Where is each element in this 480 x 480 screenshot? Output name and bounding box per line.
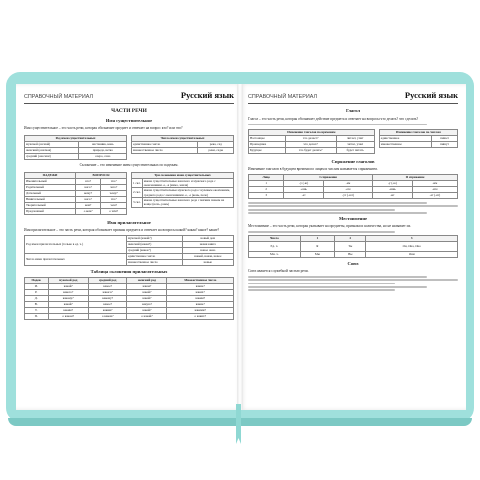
right-page-header xyxy=(248,90,458,104)
declension-types-table xyxy=(131,172,234,208)
left-page-header xyxy=(24,90,234,104)
left-page xyxy=(16,84,242,410)
conjugation-note: Изменение глаголов в будущем времени по лицам и числам называется спряжением. xyxy=(248,167,378,172)
noun-gender-number xyxy=(24,133,234,163)
verb-title: Глагол xyxy=(345,108,361,114)
conjunction-definition: Союз является служебной частью речи. xyxy=(248,268,309,273)
text-line xyxy=(248,286,427,288)
number-table xyxy=(131,135,234,154)
tense-table-title: Изменение глаголов по временам xyxy=(249,129,375,135)
subject-title: Русский язык xyxy=(180,90,234,100)
subject-title: Русский язык xyxy=(404,90,458,100)
table-row: множественное пишут xyxy=(379,141,457,147)
verb-tables xyxy=(248,127,458,157)
table-row: множественное число новые xyxy=(25,259,234,265)
table-row: Именительный кто? что? xyxy=(25,178,127,184)
table-row: средний (какое?) новое окно xyxy=(25,247,234,253)
declension-types-title: Три склонения имен существительных xyxy=(132,172,234,178)
text-line xyxy=(248,279,458,281)
noun-title: Имя существительное xyxy=(105,117,153,123)
table-row: 1 -у (-ю) -ем -у (-ю) -им xyxy=(249,180,458,186)
text-line xyxy=(248,209,395,211)
conjunction-title: Союз xyxy=(347,260,359,266)
table-row: Предложный о ком? о чём? xyxy=(25,208,127,214)
text-line xyxy=(248,212,427,214)
table-row: Будущее что будет делать? будет читать xyxy=(249,147,375,153)
adjective-gender-table xyxy=(24,235,234,266)
number-table-title: Число имен существительных xyxy=(132,135,234,141)
table-row: Мн. ч. Мы Вы Они xyxy=(249,251,458,257)
section-title: ЧАСТИ РЕЧИ xyxy=(111,108,147,115)
table-row: П. о каком? о каком? о какой? о каких? xyxy=(25,313,234,319)
table-row: 3 скл. имена существительные женского рода с мягким знаком на конце (ночь, рожь) xyxy=(132,197,234,207)
reference-label: СПРАВОЧНЫЙ МАТЕРИАЛ xyxy=(248,94,317,101)
text-line xyxy=(248,202,427,204)
text-line xyxy=(248,205,458,207)
pronoun-definition: Местоимение – это часть речи, которая указывает на предметы, признаки и количества, но не называет их. xyxy=(248,224,412,229)
table-row: Число имен прилагательных единственное число новый, новая, новое xyxy=(25,253,234,259)
table-row: 2 -ешь -ете -ишь -ите xyxy=(249,186,458,192)
gender-table-title: Род имен существительных xyxy=(25,135,127,141)
table-row: Винительный кого? что? xyxy=(25,196,127,202)
table-row: Р. какого? какого? какой? каких? xyxy=(25,289,234,295)
table-row: Род имен прилагательных (только в ед. ч.) мужской (какой?) новый дом xyxy=(25,235,234,241)
pronoun-table: Число 1 2 3 Ед. ч. Я Ты Он, Она, Оно Мн. ч. Мы Вы Они xyxy=(248,235,458,258)
table-row: женский (она/моя) природа, ветка xyxy=(25,147,127,153)
verb-definition: Глагол – это часть речи, которая обозначает действие предмета и отвечает на вопросы что делать? что сделать? xyxy=(248,116,419,121)
conjugation-table: Лицо I спряжение II спряжение 1 -у (-ю) -ем -у (-ю) -им 2 -ешь -ете -ишь -ите 3 -ет -ут (-ют) -ит -ат (-ят) xyxy=(248,174,458,199)
noun-definition: Имя существительное – это часть речи, которая обозначает предмет и отвечает на вопрос кто? или что? xyxy=(24,125,183,130)
table-row: И. какой? какое? какая? какие? xyxy=(25,283,234,289)
text-line xyxy=(248,276,427,278)
adjective-title: Имя прилагательное xyxy=(107,219,151,225)
table-row: Д. какому? какому? какой? каким? xyxy=(25,295,234,301)
text-line xyxy=(248,283,395,285)
text-line xyxy=(248,289,395,291)
bookmark-ribbon xyxy=(236,404,241,444)
table-row: средний (оно/моё) озеро, сено xyxy=(25,153,127,159)
table-row: 3 -ет -ут (-ют) -ит -ат (-ят) xyxy=(249,192,458,198)
cases-header-case: ПАДЕЖИ xyxy=(25,172,76,178)
declension-note: Склонение – это изменение имен существительных по падежам. xyxy=(79,162,179,167)
table-row: единственное число река, сад xyxy=(132,141,234,147)
table-row: множественное число реки, сады xyxy=(132,147,234,153)
table-row: Родительный кого? чего? xyxy=(25,184,127,190)
cases-header-questions: ВОПРОСЫ xyxy=(75,172,126,178)
table-row: 1 скл. имена существительные женского и мужского рода с окончаниями -а, -я (мама, земля) xyxy=(132,178,234,188)
verb-number-table xyxy=(379,129,458,148)
table-row: женский (какая?) новая книга xyxy=(25,241,234,247)
table-row: Т. каким? каким? какой? какими? xyxy=(25,307,234,313)
verb-number-title: Изменение глаголов по числам xyxy=(379,129,457,135)
cases-table xyxy=(24,172,127,215)
adjective-declension-table: Падеж мужской род средний род женский род Множественное число И. какой? какое? какая? какие? Р. какого? какого? какой? каких? Д. какому? какому? какой? каким? В. какой? какое? какую? какие? Т. каким? каким? какой? какими? П. о каком? о каком? о какой? о каких? xyxy=(24,277,234,320)
book-spine-gutter xyxy=(237,84,243,410)
pronoun-title: Местоимение xyxy=(338,215,368,221)
reference-label: СПРАВОЧНЫЙ МАТЕРИАЛ xyxy=(24,94,93,101)
table-row: В. какой? какое? какую? какие? xyxy=(25,301,234,307)
table-row: Дательный кому? чему? xyxy=(25,190,127,196)
conjugation-title: Спряжение глаголов xyxy=(331,158,375,164)
table-row: Прошедшее что делал? читал, учил xyxy=(249,141,375,147)
table-row: мужской (он/мой) наставник, конь xyxy=(25,141,127,147)
text-line xyxy=(248,231,395,233)
cases-block xyxy=(24,170,234,218)
gender-table xyxy=(24,135,127,160)
table-row: Творительный кем? чем? xyxy=(25,202,127,208)
table-row: Настоящее что делает? читает, учит xyxy=(249,135,375,141)
table-row: единственное пишет xyxy=(379,135,457,141)
adjective-definition: Имя прилагательное – это часть речи, которая обозначает признак предмета и отвечает на вопросы какой? какая? какое? какие? xyxy=(24,227,220,232)
text-line xyxy=(248,124,427,126)
right-page xyxy=(240,84,466,410)
table-row: Ед. ч. Я Ты Он, Она, Оно xyxy=(249,241,458,251)
adjective-declension-title: Таблица склонения прилагательных xyxy=(90,268,168,274)
tense-table xyxy=(248,129,375,154)
table-row: 2 скл. имена существительные мужского рода с нулевым окончанием, среднего рода с окончаниями -о, -е (конь, поле) xyxy=(132,188,234,198)
